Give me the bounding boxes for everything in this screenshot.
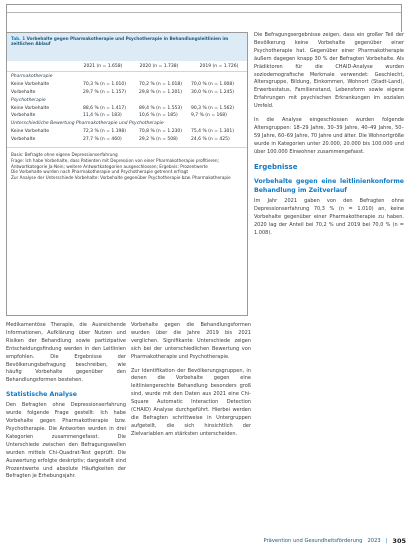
cell-2021: 27,7 % (n = 460) <box>83 136 122 142</box>
cell-2020: 70,2 % (n = 1.018) <box>139 82 183 88</box>
results-subheading: Vorbehalte gegen eine leitlinienkonforme Behandlung im Zeitverlauf <box>254 178 404 195</box>
page-footer <box>236 537 406 545</box>
paragraph: In die Analyse eingeschlossen wurden folgende Altersgruppen: 18–29 Jahre, 30–39 Jahre, 40–49 Jahre, 50–59 Jahre, 60–69 Jahre, 70 Jahre und älter. Die Wohnortgröße wurde in Kategorien unter 20.000, 20.000 bis 100.000 und über 100.000 Einwohner zusammengefasst. <box>254 117 404 155</box>
row-label: Keine Vorbehalte <box>11 105 50 111</box>
paragraph: Im Jahr 2021 gaben von den Befragten ohne Depressionserfahrung 70,3 % (n = 1.010) an, keine Vorbehalte gegenüber einer Pharmakotherapie zu haben. 2020 lag der Anteil bei 70,2 % und 2019 bei 70,0 % (n = 1.008). <box>254 198 404 236</box>
left-text-column <box>6 322 126 481</box>
col-header-2021: 2021 (n = 1.658) <box>83 64 123 69</box>
cell-2020: 29,2 % (n = 508) <box>139 136 178 142</box>
table-row <box>7 89 247 96</box>
table-caption-number: Tab. 1 <box>11 36 26 41</box>
table-caption <box>7 33 247 61</box>
cell-2019: 24,6 % (n = 425) <box>191 136 230 142</box>
right-text-column <box>254 32 404 238</box>
section-heading: Statistische Analyse <box>6 391 77 399</box>
table-caption-text: Vorbehalte gegen Pharmakotherapie und Psychotherapie in Behandlungsleitlinien im zeitlichen Ablauf <box>11 36 229 47</box>
cell-2020: 29,8 % (n = 1.201) <box>139 89 183 95</box>
table-footnotes <box>7 147 247 185</box>
paragraph: Vorbehalte gegen die Behandlungsformen wurden über die Jahre 2019 bis 2021 verglichen. Signifikante Unterschiede zeigen sich bei der unterschiedlichen Bewertung von Pharmakotherapie und Psychotherapie. <box>131 322 251 360</box>
journal-year: 2023 <box>367 538 381 544</box>
table-row <box>7 128 247 135</box>
cell-2020: 70,8 % (n = 1.230) <box>139 129 183 135</box>
table-row <box>7 105 247 112</box>
row-label: Keine Vorbehalte <box>11 82 50 88</box>
cell-2019: 9,7 % (n = 168) <box>191 113 227 119</box>
footnote: Basis: Befragte ohne eigene Depressionserfahrung <box>11 152 118 158</box>
col-header-2020: 2020 (n = 1.738) <box>139 64 179 69</box>
cell-2021: 88,6 % (n = 1.417) <box>83 105 127 111</box>
table-section-psycho <box>7 96 247 120</box>
row-label: Vorbehalte <box>11 136 36 142</box>
col-header-2019: 2019 (n = 1.726) <box>199 64 239 69</box>
results-heading: Ergebnisse <box>254 162 298 171</box>
row-label: Vorbehalte <box>11 89 36 95</box>
cell-2019: 30,0 % (n = 1.245) <box>191 89 235 95</box>
footnote: Zur Analyse der Unterschiede Vorbehalte: Vorbehalte gegenüber Psychotherapie bzw. Pharmakotherapie <box>11 175 231 181</box>
section-title: Unterschiedliche Bewertung Pharmakotherapie und Psychotherapie <box>11 121 164 127</box>
paragraph: Die Befragungsergebnisse zeigen, dass ein großer Teil der Bevölkerung keine Vorbehalte gegenüber einer Psychotherapie hat. Gegenüber einer Pharmakotherapie äußern dagegen knapp 30 % der Befragten Vorbehalte. Als Prädiktoren für die CHAID-Analyse wurden soziodemografische Merkmale verwendet: Geschlecht, Altersgruppe, Bildung, Einkommen, Wohnort (Stadt-Land), Erwerbsstatus, Familienstand, Lebensform sowie eigene Erfahrungen mit psychischen Erkrankungen im sozialen Umfeld. <box>254 32 404 110</box>
table-row <box>7 136 247 143</box>
col-header-label <box>11 64 75 69</box>
middle-text-column <box>131 322 251 439</box>
paragraph: Den Befragten ohne Depressionserfahrung wurde folgende Frage gestellt: Ich habe Vorbehalte gegen Pharmakotherapie bzw. Psychotherapie. Die Antworten wurden in drei Kategorien zusammengefasst. Die Unterschiede zwischen den Befragungswellen wurden mittels Chi-Quadrat-Test geprüft. Die Auswertung erfolgte deskriptiv; dargestellt sind Prozentwerte und absolute Häufigkeiten der Befragten je Erhebungsjahr. <box>6 402 126 480</box>
table-section-pharmako <box>7 72 247 96</box>
cell-2020: 89,4 % (n = 1.553) <box>139 105 183 111</box>
cell-2019: 90,3 % (n = 1.562) <box>191 105 235 111</box>
top-frame-inner-line <box>7 12 401 32</box>
paragraph: Medikamentöse Therapie, die Ausreichende Informationen, Aufklärung über Nutzen und Risiken der Behandlung sowie partizipative Entscheidungsfindung werden in den Leitlinien empfohlen. Die Ergebnisse der Bevölkerungsbefragung beschreiben, wie häufig Vorbehalte gegenüber den Behandlungsformen bestehen. <box>6 322 126 384</box>
top-frame <box>6 4 402 32</box>
page-number: 305 <box>392 537 406 545</box>
paragraph: Zur Identifikation der Bevölkerungsgruppen, in denen die Vorbehalte gegen eine leitliniengerechte Behandlung besonders groß sind, wurde mit den Daten aus 2021 eine Chi-Square Automatic Interaction Detection (CHAID) Analyse durchgeführt. Hierbei werden die Befragten schrittweise in Untergruppen aufgeteilt, die sich hinsichtlich der Zielvariablen am stärksten unterscheiden. <box>131 367 251 437</box>
cell-2019: 75,4 % (n = 1.301) <box>191 129 235 135</box>
section-title: Psychotherapie <box>11 97 46 103</box>
row-label: Vorbehalte <box>11 113 36 119</box>
footnote: Die Vorbehalte wurden nach Pharmakotherapie und Psychotherapie getrennt erfragt <box>11 169 189 175</box>
row-label: Keine Vorbehalte <box>11 129 50 135</box>
section-title: Pharmakotherapie <box>11 74 53 80</box>
cell-2020: 10,6 % (n = 185) <box>139 113 178 119</box>
cell-2021: 29,7 % (n = 1.157) <box>83 89 127 95</box>
journal-name: Prävention und Gesundheitsförderung <box>263 538 363 544</box>
table-row <box>7 112 247 119</box>
table-column-headers <box>7 61 247 72</box>
cell-2021: 11,4 % (n = 183) <box>83 113 122 119</box>
cell-2021: 72,3 % (n = 1.198) <box>83 129 127 135</box>
cell-2019: 70,0 % (n = 1.008) <box>191 82 235 88</box>
table-section-bewertung <box>7 119 247 143</box>
cell-2021: 70,3 % (n = 1.010) <box>83 82 127 88</box>
data-table <box>6 32 248 316</box>
footnote: Frage: Ich habe Vorbehalte, dass Patienten mit Depression von einer Pharmakotherapie profitieren; Antwortkategorie Ja-Nein; weitere Antwortkategorien ausgeschlossen; Ergebnis: Prozentwerte <box>11 157 219 169</box>
table-row <box>7 81 247 88</box>
footer-separator: | <box>385 538 388 544</box>
